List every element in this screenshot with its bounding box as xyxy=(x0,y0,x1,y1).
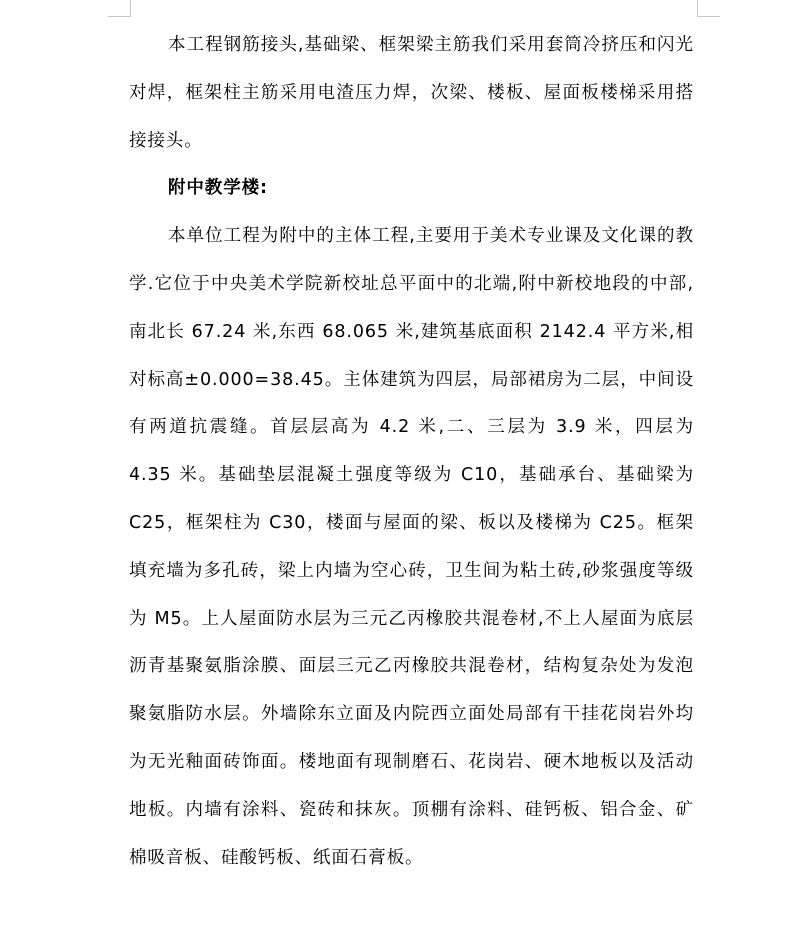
margin-corner-right xyxy=(697,0,720,17)
paragraph-teaching-building: 本单位工程为附中的主体工程,主要用于美术专业课及文化课的教学.它位于中央美术学院新校址总平面中的北端,附中新校地段的中部,南北长 67.24 米,东西 68.065 米,建筑基底面积 2142.4 平方米,相对标高±0.000=38.45。主体建筑为四层，局部裙房为二层，中间设有两道抗震缝。首层层高为 4.2 米,二、三层为 3.9 米，四层为 4.35 米。基础垫层混凝土强度等级为 C10，基础承台、基础梁为 C25，框架柱为 C30，楼面与屋面的梁、板以及楼梯为 C25。框架填充墙为多孔砖，梁上内墙为空心砖，卫生间为粘土砖,砂浆强度等级为 M5。上人屋面防水层为三元乙丙橡胶共混卷材,不上人屋面为底层沥青基聚氨脂涂膜、面层三元乙丙橡胶共混卷材，结构复杂处为发泡聚氨脂防水层。外墙除东立面及内院西立面处局部有干挂花岗岩外均为无光釉面砖饰面。楼地面有现制磨石、花岗岩、硬木地板以及活动地板。内墙有涂料、瓷砖和抹灰。顶棚有涂料、硅钙板、铝合金、矿棉吸音板、硅酸钙板、纸面石膏板。 xyxy=(129,226,694,868)
document-body xyxy=(129,22,694,882)
paragraph-rebar-joints: 本工程钢筋接头,基础梁、框架梁主筋我们采用套筒冷挤压和闪光对焊，框架柱主筋采用电渣压力焊，次梁、楼板、屋面板楼梯采用搭接接头。 xyxy=(129,35,694,151)
margin-corner-left xyxy=(108,0,131,17)
section-heading: 附中教学楼: xyxy=(168,178,268,199)
